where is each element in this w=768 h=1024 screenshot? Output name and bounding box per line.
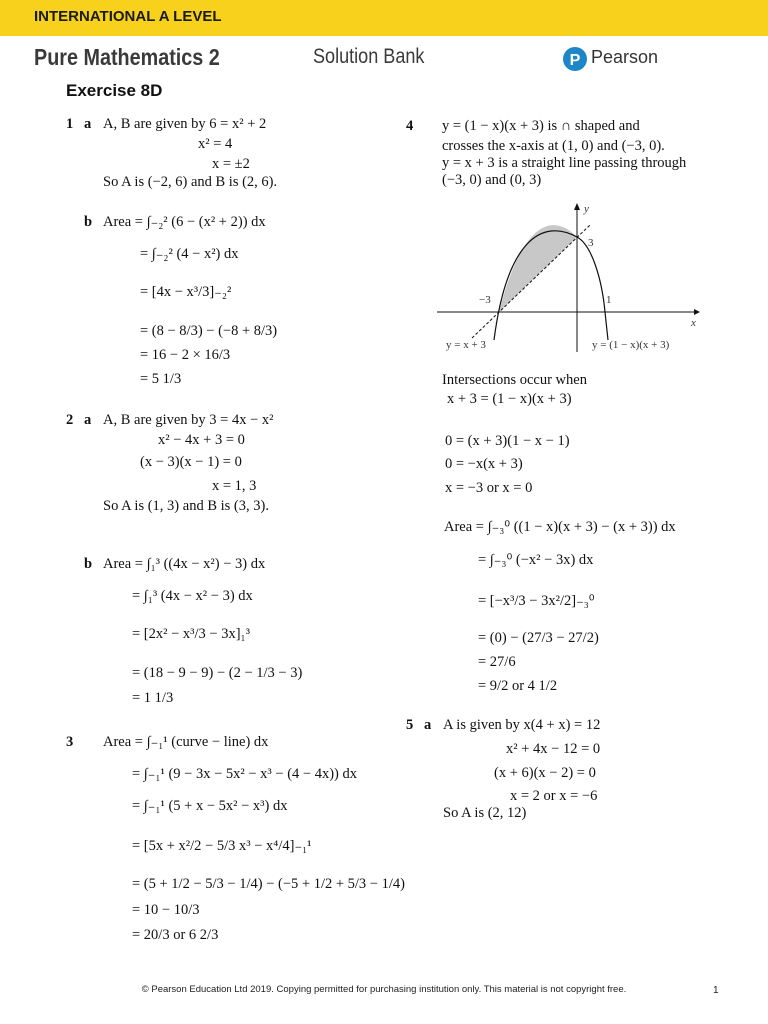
solution-line: x = 1, 3 xyxy=(212,478,257,494)
x-axis-label: x xyxy=(691,317,696,329)
solution-line: Intersections occur when xyxy=(442,372,587,388)
solution-line: = 1 1/3 xyxy=(132,690,174,706)
solution-line: crosses the x-axis at (1, 0) and (−3, 0). xyxy=(442,138,665,154)
part-label: b xyxy=(84,556,93,572)
solution-line: y = x + 3 is a straight line passing through xyxy=(442,155,687,171)
question-number: 2 xyxy=(66,412,74,428)
solution-line: A, B are given by 6 = x² + 2 xyxy=(103,116,267,132)
solution-line: x = ±2 xyxy=(212,156,250,172)
solution-bank-title: Solution Bank xyxy=(313,45,425,68)
solution-line: = (0) − (27/3 − 27/2) xyxy=(478,630,599,646)
header-banner xyxy=(0,0,768,36)
solution-line: 0 = (x + 3)(1 − x − 1) xyxy=(445,433,570,449)
solution-line: = (8 − 8/3) − (−8 + 8/3) xyxy=(140,323,278,339)
solution-line: So A is (1, 3) and B is (3, 3). xyxy=(103,498,269,514)
solution-line: A, B are given by 3 = 4x − x² xyxy=(103,412,274,428)
solution-line: 0 = −x(x + 3) xyxy=(445,456,523,472)
solution-line: = (5 + 1/2 − 5/3 − 1/4) − (−5 + 1/2 + 5/3 − 1/4) xyxy=(132,876,405,892)
part-label: a xyxy=(84,116,92,132)
y-intercept-3-label: 3 xyxy=(588,237,594,249)
solution-line: = ∫₁³ (4x − x² − 3) dx xyxy=(132,588,253,604)
question-number: 4 xyxy=(406,118,414,134)
line-label: y = x + 3 xyxy=(446,339,486,351)
solution-line: Area = ∫₋₁¹ (curve − line) dx xyxy=(103,734,269,750)
solution-line: x = −3 or x = 0 xyxy=(445,480,533,496)
solution-line: = 10 − 10/3 xyxy=(132,902,200,918)
solution-line: = ∫₋₁¹ (5 + x − 5x² − x³) dx xyxy=(132,798,288,814)
solution-line: = [−x³/3 − 3x²/2]₋₃⁰ xyxy=(478,593,595,609)
solution-line: = ∫₋₁¹ (9 − 3x − 5x² − x³ − (4 − 4x)) dx xyxy=(132,766,357,782)
part-label: b xyxy=(84,214,93,230)
svg-text:P: P xyxy=(569,52,581,69)
solution-line: x² − 4x + 3 = 0 xyxy=(158,432,245,448)
page-number: 1 xyxy=(713,985,719,996)
solution-line: (x + 6)(x − 2) = 0 xyxy=(494,765,596,781)
solution-line: Area = ∫₋₃⁰ ((1 − x)(x + 3) − (x + 3)) dx xyxy=(444,519,676,535)
y-axis-label: y xyxy=(584,203,589,215)
curve-label: y = (1 − x)(x + 3) xyxy=(592,339,670,351)
copyright-footer: © Pearson Education Ltd 2019. Copying permitted for purchasing institution only. This material is not copyright free. xyxy=(141,984,627,995)
solution-line: So A is (−2, 6) and B is (2, 6). xyxy=(103,174,278,190)
solution-line: x = 2 or x = −6 xyxy=(510,788,598,804)
question-number: 1 xyxy=(66,116,74,132)
solution-line: x + 3 = (1 − x)(x + 3) xyxy=(447,391,572,407)
solution-line: Area = ∫₋₂² (6 − (x² + 2)) dx xyxy=(103,214,266,230)
pearson-wordmark: Pearson xyxy=(591,47,659,67)
solution-line: = (18 − 9 − 9) − (2 − 1/3 − 3) xyxy=(132,665,303,681)
solution-line: = 20/3 or 6 2/3 xyxy=(132,927,219,943)
solution-line: A is given by x(4 + x) = 12 xyxy=(443,717,601,733)
solution-line: (−3, 0) and (0, 3) xyxy=(442,172,542,188)
solution-line: = 16 − 2 × 16/3 xyxy=(140,347,231,363)
solution-line: x² + 4x − 12 = 0 xyxy=(506,741,601,757)
solution-line: = 27/6 xyxy=(478,654,516,670)
x-intercept-1-label: 1 xyxy=(606,294,612,306)
exercise-title: Exercise 8D xyxy=(66,81,163,100)
solution-line: = 5 1/3 xyxy=(140,371,182,387)
solution-line: (x − 3)(x − 1) = 0 xyxy=(140,454,242,470)
solution-line: = 9/2 or 4 1/2 xyxy=(478,678,558,694)
book-title: Pure Mathematics 2 xyxy=(34,44,220,70)
pearson-logo-icon xyxy=(563,47,587,71)
part-label: a xyxy=(424,717,432,733)
y-axis-arrow-icon xyxy=(574,203,580,210)
solution-line: = ∫₋₂² (4 − x²) dx xyxy=(140,246,239,262)
solution-line: = [5x + x²/2 − 5/3 x³ − x⁴/4]₋₁¹ xyxy=(132,838,312,854)
solution-line: x² = 4 xyxy=(198,136,233,152)
banner-label: INTERNATIONAL A LEVEL xyxy=(34,8,222,25)
solution-line: Area = ∫₁³ ((4x − x²) − 3) dx xyxy=(103,556,266,572)
solution-line: y = (1 − x)(x + 3) is ∩ shaped and xyxy=(442,118,640,134)
x-intercept-neg3-label: −3 xyxy=(479,294,491,306)
solution-line: So A is (2, 12) xyxy=(443,805,527,821)
shaded-area xyxy=(499,225,577,312)
solution-line: = [2x² − x³/3 − 3x]₁³ xyxy=(132,626,250,642)
solution-line: = ∫₋₃⁰ (−x² − 3x) dx xyxy=(478,552,594,568)
pearson-p-glyph xyxy=(563,47,587,71)
part-label: a xyxy=(84,412,92,428)
solution-line: = [4x − x³/3]₋₂² xyxy=(140,284,232,300)
question-number: 5 xyxy=(406,717,414,733)
question-number: 3 xyxy=(66,734,74,750)
area-graph xyxy=(432,200,702,355)
x-axis-arrow-icon xyxy=(694,309,700,315)
